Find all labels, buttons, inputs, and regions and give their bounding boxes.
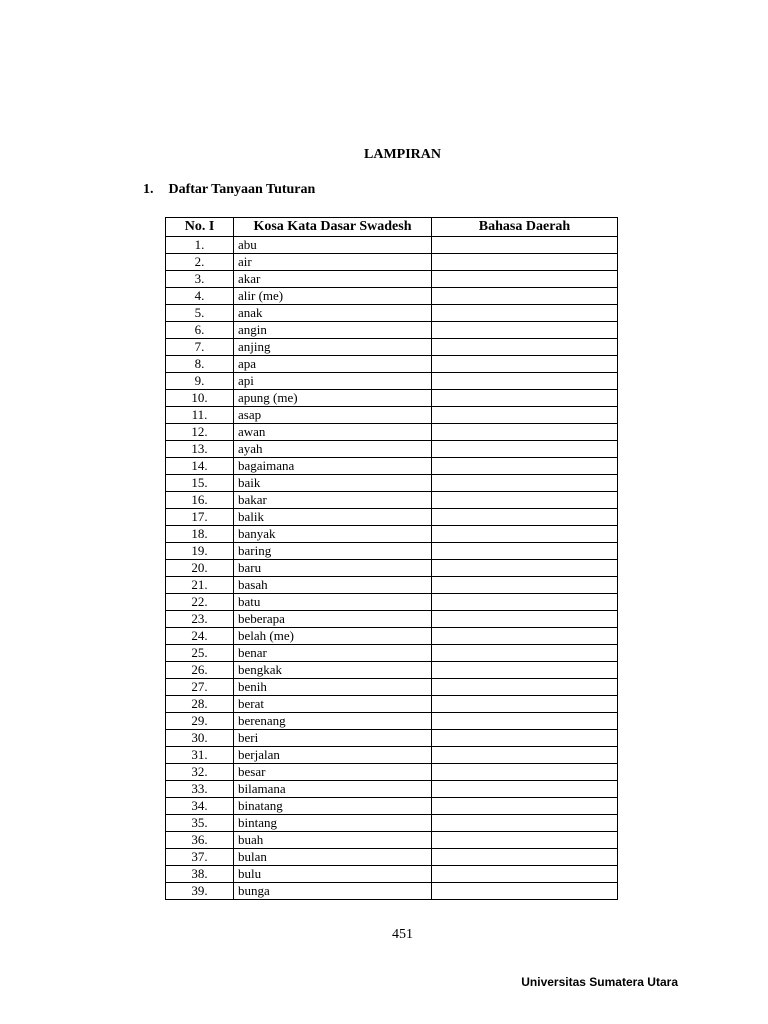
table-row: [166, 764, 618, 781]
table-row: [166, 730, 618, 747]
section-heading: [143, 182, 315, 198]
table-row: [166, 475, 618, 492]
table-row: [166, 781, 618, 798]
row-number: 27.: [166, 679, 234, 696]
table-row: [166, 577, 618, 594]
local-language-cell: [432, 424, 618, 441]
row-number: 35.: [166, 815, 234, 832]
row-number: 15.: [166, 475, 234, 492]
local-language-cell: [432, 866, 618, 883]
row-number: 14.: [166, 458, 234, 475]
swadesh-word: berjalan: [234, 747, 432, 764]
table-row: [166, 798, 618, 815]
row-number: 8.: [166, 356, 234, 373]
local-language-cell: [432, 356, 618, 373]
local-language-cell: [432, 458, 618, 475]
swadesh-word: baik: [234, 475, 432, 492]
local-language-cell: [432, 815, 618, 832]
local-language-cell: [432, 322, 618, 339]
local-language-cell: [432, 594, 618, 611]
row-number: 29.: [166, 713, 234, 730]
local-language-cell: [432, 305, 618, 322]
row-number: 36.: [166, 832, 234, 849]
local-language-cell: [432, 373, 618, 390]
local-language-cell: [432, 730, 618, 747]
swadesh-word: awan: [234, 424, 432, 441]
swadesh-word: baru: [234, 560, 432, 577]
local-language-cell: [432, 339, 618, 356]
swadesh-word: alir (me): [234, 288, 432, 305]
swadesh-word: bakar: [234, 492, 432, 509]
row-number: 6.: [166, 322, 234, 339]
swadesh-word: besar: [234, 764, 432, 781]
swadesh-word: air: [234, 254, 432, 271]
row-number: 5.: [166, 305, 234, 322]
table-row: [166, 390, 618, 407]
swadesh-word: ayah: [234, 441, 432, 458]
table-row: [166, 424, 618, 441]
swadesh-word: anak: [234, 305, 432, 322]
swadesh-word: asap: [234, 407, 432, 424]
swadesh-word: bengkak: [234, 662, 432, 679]
section-title: Daftar Tanyaan Tuturan: [168, 182, 316, 197]
row-number: 4.: [166, 288, 234, 305]
swadesh-word: bunga: [234, 883, 432, 900]
table-row: [166, 696, 618, 713]
column-header-number: No. I: [166, 218, 234, 237]
row-number: 7.: [166, 339, 234, 356]
table-row: [166, 713, 618, 730]
swadesh-word: bilamana: [234, 781, 432, 798]
local-language-cell: [432, 883, 618, 900]
local-language-cell: [432, 832, 618, 849]
swadesh-word: baring: [234, 543, 432, 560]
table-row: [166, 237, 618, 254]
row-number: 10.: [166, 390, 234, 407]
row-number: 17.: [166, 509, 234, 526]
swadesh-word: buah: [234, 832, 432, 849]
local-language-cell: [432, 254, 618, 271]
footer-institution: Universitas Sumatera Utara: [521, 975, 678, 989]
swadesh-word: benar: [234, 645, 432, 662]
row-number: 34.: [166, 798, 234, 815]
local-language-cell: [432, 237, 618, 254]
row-number: 37.: [166, 849, 234, 866]
table-row: [166, 407, 618, 424]
local-language-cell: [432, 407, 618, 424]
table-row: [166, 305, 618, 322]
local-language-cell: [432, 713, 618, 730]
row-number: 1.: [166, 237, 234, 254]
local-language-cell: [432, 662, 618, 679]
swadesh-word: batu: [234, 594, 432, 611]
table-row: [166, 662, 618, 679]
local-language-cell: [432, 849, 618, 866]
table-row: [166, 628, 618, 645]
swadesh-word: abu: [234, 237, 432, 254]
local-language-cell: [432, 679, 618, 696]
swadesh-word: beberapa: [234, 611, 432, 628]
swadesh-word: bulu: [234, 866, 432, 883]
page-title: LAMPIRAN: [364, 147, 441, 162]
swadesh-word: anjing: [234, 339, 432, 356]
table-row: [166, 288, 618, 305]
table-row: [166, 356, 618, 373]
swadesh-word: basah: [234, 577, 432, 594]
row-number: 30.: [166, 730, 234, 747]
local-language-cell: [432, 764, 618, 781]
swadesh-word: berat: [234, 696, 432, 713]
row-number: 3.: [166, 271, 234, 288]
row-number: 20.: [166, 560, 234, 577]
row-number: 19.: [166, 543, 234, 560]
local-language-cell: [432, 271, 618, 288]
row-number: 22.: [166, 594, 234, 611]
row-number: 24.: [166, 628, 234, 645]
row-number: 26.: [166, 662, 234, 679]
swadesh-word: banyak: [234, 526, 432, 543]
row-number: 28.: [166, 696, 234, 713]
swadesh-word: binatang: [234, 798, 432, 815]
local-language-cell: [432, 696, 618, 713]
row-number: 31.: [166, 747, 234, 764]
row-number: 12.: [166, 424, 234, 441]
table-row: [166, 509, 618, 526]
local-language-cell: [432, 288, 618, 305]
column-header-local-language: Bahasa Daerah: [432, 218, 618, 237]
local-language-cell: [432, 645, 618, 662]
row-number: 33.: [166, 781, 234, 798]
swadesh-word: bagaimana: [234, 458, 432, 475]
table-row: [166, 849, 618, 866]
table-row: [166, 832, 618, 849]
row-number: 39.: [166, 883, 234, 900]
local-language-cell: [432, 441, 618, 458]
table-row: [166, 866, 618, 883]
swadesh-word: angin: [234, 322, 432, 339]
swadesh-vocabulary-table: [165, 217, 618, 900]
table-row: [166, 254, 618, 271]
page-number: 451: [392, 927, 413, 942]
row-number: 2.: [166, 254, 234, 271]
local-language-cell: [432, 560, 618, 577]
table-row: [166, 492, 618, 509]
local-language-cell: [432, 543, 618, 560]
local-language-cell: [432, 611, 618, 628]
table-row: [166, 679, 618, 696]
table-header-row: [166, 218, 618, 237]
table-row: [166, 883, 618, 900]
table-row: [166, 458, 618, 475]
local-language-cell: [432, 747, 618, 764]
row-number: 16.: [166, 492, 234, 509]
table-row: [166, 645, 618, 662]
table-row: [166, 339, 618, 356]
local-language-cell: [432, 628, 618, 645]
swadesh-word: benih: [234, 679, 432, 696]
table-body: [166, 237, 618, 900]
row-number: 9.: [166, 373, 234, 390]
local-language-cell: [432, 577, 618, 594]
row-number: 11.: [166, 407, 234, 424]
table-row: [166, 594, 618, 611]
local-language-cell: [432, 509, 618, 526]
row-number: 13.: [166, 441, 234, 458]
swadesh-word: bulan: [234, 849, 432, 866]
swadesh-word: belah (me): [234, 628, 432, 645]
table-row: [166, 815, 618, 832]
row-number: 23.: [166, 611, 234, 628]
table-row: [166, 271, 618, 288]
swadesh-word: apa: [234, 356, 432, 373]
row-number: 25.: [166, 645, 234, 662]
local-language-cell: [432, 526, 618, 543]
local-language-cell: [432, 492, 618, 509]
swadesh-word: balik: [234, 509, 432, 526]
section-number: 1.: [143, 182, 154, 197]
table-row: [166, 373, 618, 390]
local-language-cell: [432, 781, 618, 798]
table-row: [166, 560, 618, 577]
row-number: 38.: [166, 866, 234, 883]
table-row: [166, 611, 618, 628]
table-row: [166, 322, 618, 339]
column-header-swadesh-word: Kosa Kata Dasar Swadesh: [234, 218, 432, 237]
row-number: 21.: [166, 577, 234, 594]
table-row: [166, 526, 618, 543]
local-language-cell: [432, 798, 618, 815]
table-row: [166, 543, 618, 560]
swadesh-word: beri: [234, 730, 432, 747]
swadesh-word: apung (me): [234, 390, 432, 407]
swadesh-word: bintang: [234, 815, 432, 832]
swadesh-word: api: [234, 373, 432, 390]
local-language-cell: [432, 390, 618, 407]
row-number: 32.: [166, 764, 234, 781]
table-row: [166, 441, 618, 458]
row-number: 18.: [166, 526, 234, 543]
swadesh-word: berenang: [234, 713, 432, 730]
table-row: [166, 747, 618, 764]
local-language-cell: [432, 475, 618, 492]
swadesh-word: akar: [234, 271, 432, 288]
